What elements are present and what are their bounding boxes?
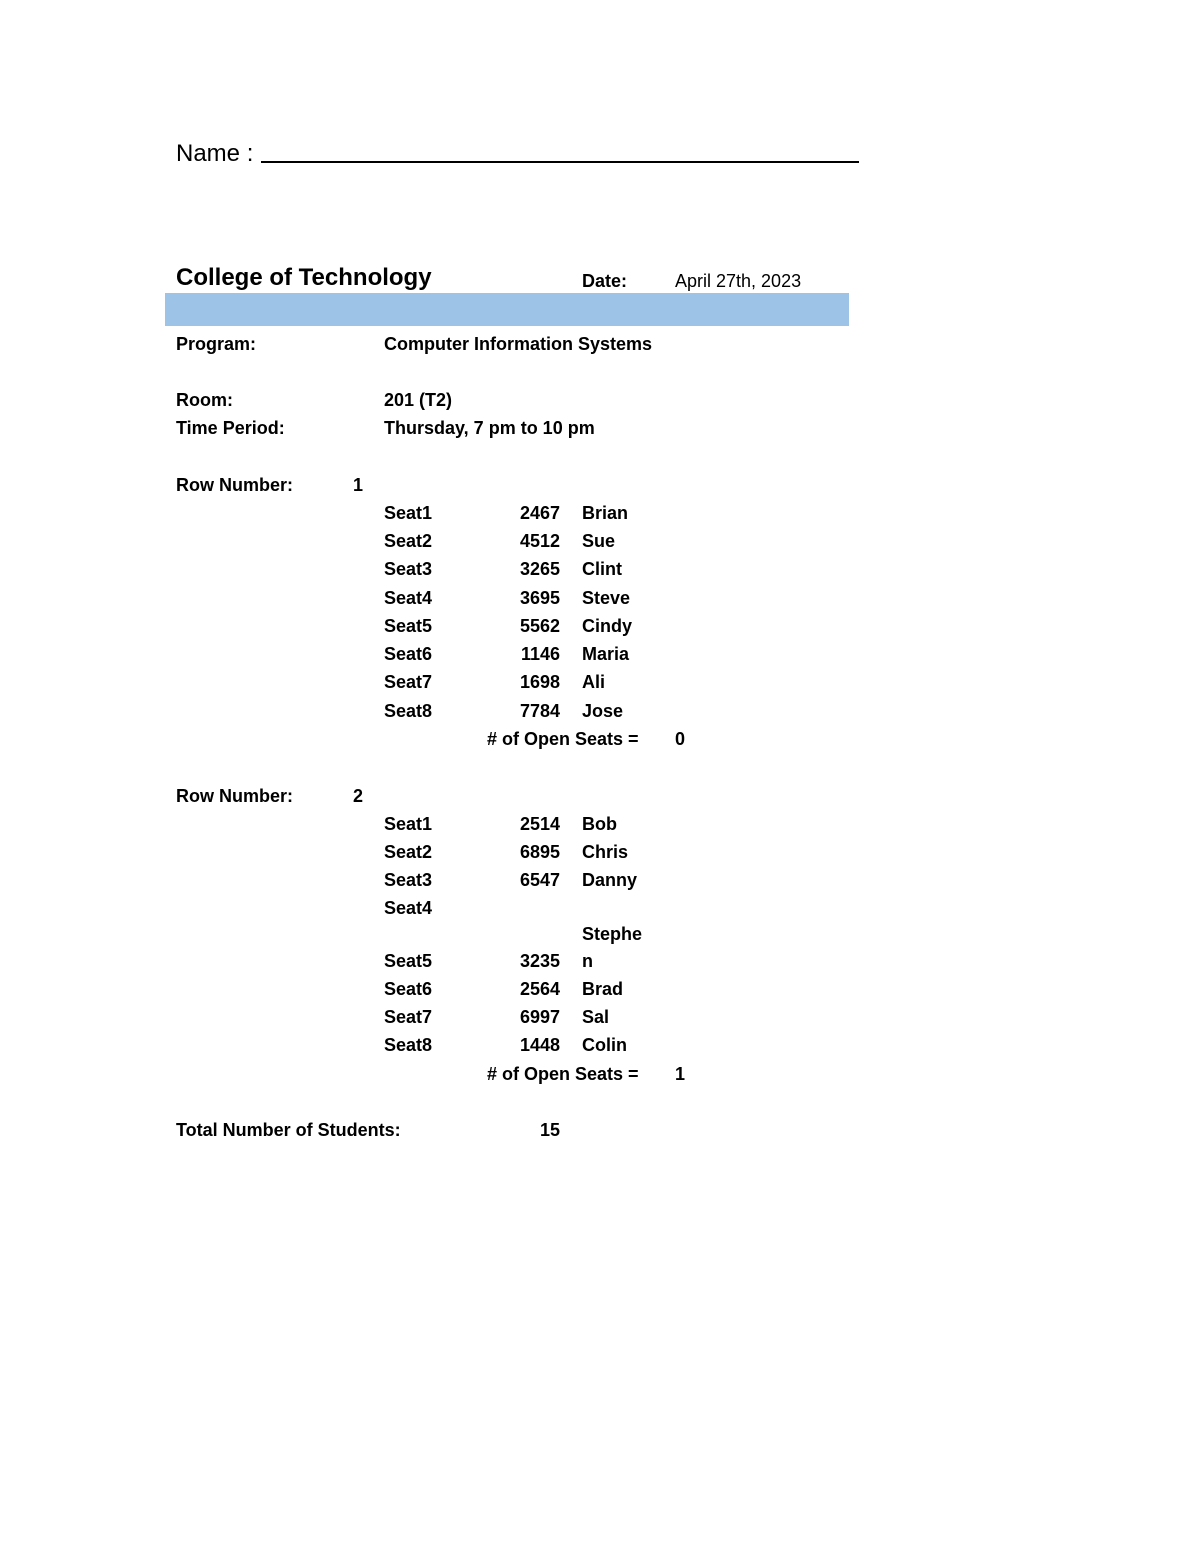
student-id: 1146 [520, 644, 560, 664]
student-id: 1698 [519, 672, 560, 692]
student-name: Sal [582, 1007, 610, 1027]
student-id: 6547 [519, 870, 560, 890]
student-id: 2467 [519, 503, 560, 523]
seat-label: Seat3 [384, 559, 433, 579]
student-id: 2514 [519, 814, 560, 834]
seat-label: Seat6 [384, 644, 433, 664]
student-name: Chris [582, 842, 629, 862]
header-band [165, 293, 849, 326]
student-name: Ali [582, 672, 606, 692]
room-label: Room: [176, 390, 233, 410]
row-number-value: 1 [353, 475, 364, 495]
student-id: 1448 [519, 1035, 560, 1055]
seat-label: Seat5 [384, 951, 433, 971]
student-name: Colin [582, 1035, 627, 1055]
program-label: Program: [176, 334, 257, 354]
seat-label: Seat2 [384, 531, 433, 551]
open-seats-label: # of Open Seats = [487, 729, 639, 749]
seat-label: Seat1 [384, 503, 433, 523]
student-name: Steve [582, 588, 631, 608]
seat-label: Seat4 [384, 898, 433, 918]
student-name: Brian [582, 503, 629, 523]
student-id: 5562 [519, 616, 560, 636]
name-field [176, 140, 859, 168]
total-students-label: Total Number of Students: [176, 1120, 401, 1140]
page-title: College of Technology [176, 264, 432, 291]
seat-label: Seat1 [384, 814, 433, 834]
open-seats-value: 1 [675, 1064, 686, 1084]
open-seats-value: 0 [675, 729, 686, 749]
row-number-label: Row Number: [176, 475, 293, 495]
student-id: 3265 [519, 559, 560, 579]
name-blank-line [261, 161, 859, 163]
program-value: Computer Information Systems [384, 334, 653, 354]
total-students-value: 15 [539, 1120, 560, 1140]
student-name: Cindy [582, 616, 633, 636]
seat-label: Seat2 [384, 842, 433, 862]
seat-label: Seat6 [384, 979, 433, 999]
open-seats-label: # of Open Seats = [487, 1064, 639, 1084]
date-label: Date: [582, 271, 628, 291]
student-name: Bob [582, 814, 617, 834]
student-name: Stephe [582, 924, 643, 944]
seat-label: Seat8 [384, 1035, 433, 1055]
row-number-label: Row Number: [176, 786, 293, 806]
student-id: 3235 [519, 951, 560, 971]
student-id: 6997 [519, 1007, 560, 1027]
student-name: Maria [582, 644, 630, 664]
student-name: Clint [582, 559, 622, 579]
student-name: Sue [582, 531, 616, 551]
seat-label: Seat5 [384, 616, 433, 636]
date-value: April 27th, 2023 [675, 271, 802, 291]
student-name-cont: n [582, 951, 593, 971]
student-name: Brad [582, 979, 624, 999]
student-id: 4512 [519, 531, 560, 551]
seat-label: Seat3 [384, 870, 433, 890]
row-number-value: 2 [353, 786, 364, 806]
room-value: 201 (T2) [384, 390, 453, 410]
seat-label: Seat7 [384, 1007, 433, 1027]
student-id: 2564 [519, 979, 560, 999]
name-label: Name : [176, 140, 254, 167]
student-id: 3695 [519, 588, 560, 608]
student-id: 6895 [519, 842, 560, 862]
student-name: Danny [582, 870, 638, 890]
student-name: Jose [582, 701, 624, 721]
seat-label: Seat7 [384, 672, 433, 692]
time-period-value: Thursday, 7 pm to 10 pm [384, 418, 595, 438]
student-id: 7784 [519, 701, 560, 721]
time-period-label: Time Period: [176, 418, 285, 438]
seat-label: Seat4 [384, 588, 433, 608]
seat-label: Seat8 [384, 701, 433, 721]
